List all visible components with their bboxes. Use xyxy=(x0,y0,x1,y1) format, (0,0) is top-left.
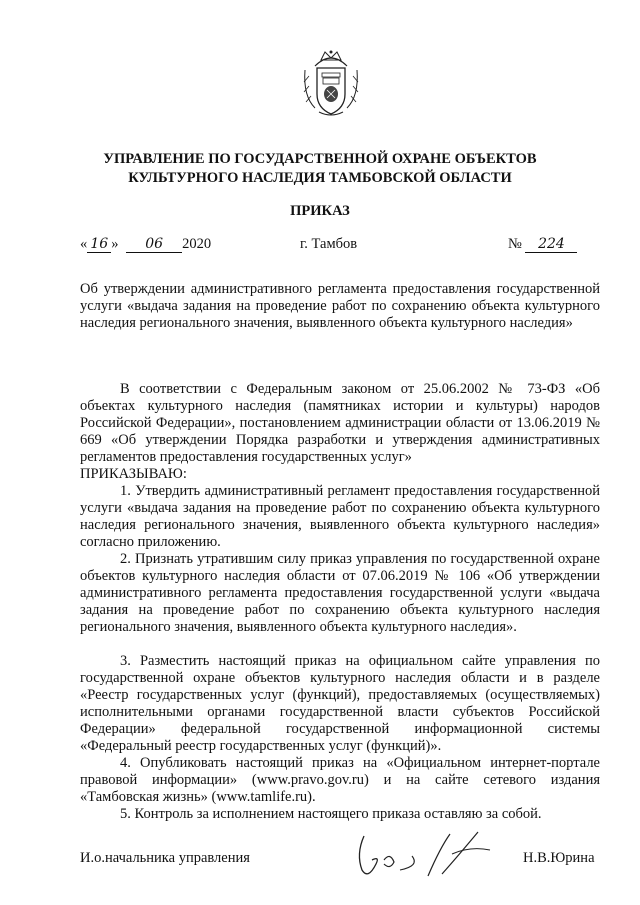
handwritten-signature xyxy=(350,826,500,888)
order-item-2: 2. Признать утратившим силу приказ управления по государственной охране объектов культурного наследия области от 07.06.2019 № 106 «Об утверждении административного регламента предоставления государственной услуги «выдача задания на проведение работ по сохранению объекта культурного наследия регионального значения, выявленного объекта культурного наследия». xyxy=(80,551,600,635)
document-type: ПРИКАЗ xyxy=(290,203,350,219)
date-day: 16 xyxy=(87,237,111,253)
preamble-paragraph: В соответствии с Федеральным законом от 25.06.2002 № 73-ФЗ «Об объектах культурного наследия (памятниках истории и культуры) народов Российской Федерации», постановлением администрации области от 13.06.2019 № 669 «Об утверждении Порядка разработки и утверждения административных регламентов предоставления государственных услуг» xyxy=(80,381,600,465)
date-field xyxy=(80,236,211,253)
order-item-1: 1. Утвердить административный регламент предоставления государственной услуги «выдача задания на проведение работ по сохранению объекта культурного наследия регионального значения, выявленного объекта культурного наследия» согласно приложению. xyxy=(80,483,600,550)
order-item-4: 4. Опубликовать настоящий приказ на «Официальном интернет-портале правовой информации» (www.pravo.gov.ru) и на сайте сетевого издания «Тамбовская жизнь» (www.tamlife.ru). xyxy=(80,755,600,805)
order-item-3: 3. Разместить настоящий приказ на официальном сайте управления по государственной охране объектов культурного наследия области и в разделе «Реестр государственных услуг (функций), предоставляемых (осуществляемых) исполнительными органами государственной власти субъектов Российской Федерации» федеральной государственной информационной системы «Федеральный реестр государственных услуг (функций)». xyxy=(80,653,600,754)
order-item-5: 5. Контроль за исполнением настоящего приказа оставляю за собой. xyxy=(120,806,542,822)
coat-of-arms-emblem xyxy=(301,46,361,118)
quote-open: « xyxy=(80,236,88,252)
quote-close: » xyxy=(111,236,119,252)
order-number-value: 224 xyxy=(525,237,577,253)
order-word: ПРИКАЗЫВАЮ: xyxy=(80,466,187,482)
subject-paragraph: Об утверждении административного регламента предоставления государственной услуги «выдача задания на проведение работ по сохранению объекта культурного наследия регионального значения, выявленного объекта культурного наследия» xyxy=(80,281,600,331)
date-month: 06 xyxy=(126,237,182,253)
date-year: 2020 xyxy=(182,236,212,252)
authority-name-line2: КУЛЬТУРНОГО НАСЛЕДИЯ ТАМБОВСКОЙ ОБЛАСТИ xyxy=(128,170,512,186)
signatory-position: И.о.начальника управления xyxy=(80,850,250,866)
signatory-name: Н.В.Юрина xyxy=(523,850,595,866)
city: г. Тамбов xyxy=(300,236,358,252)
order-number xyxy=(508,236,577,253)
number-sign: № xyxy=(508,236,522,252)
authority-name-line1: УПРАВЛЕНИЕ ПО ГОСУДАРСТВЕННОЙ ОХРАНЕ ОБЪЕКТОВ xyxy=(103,151,537,167)
